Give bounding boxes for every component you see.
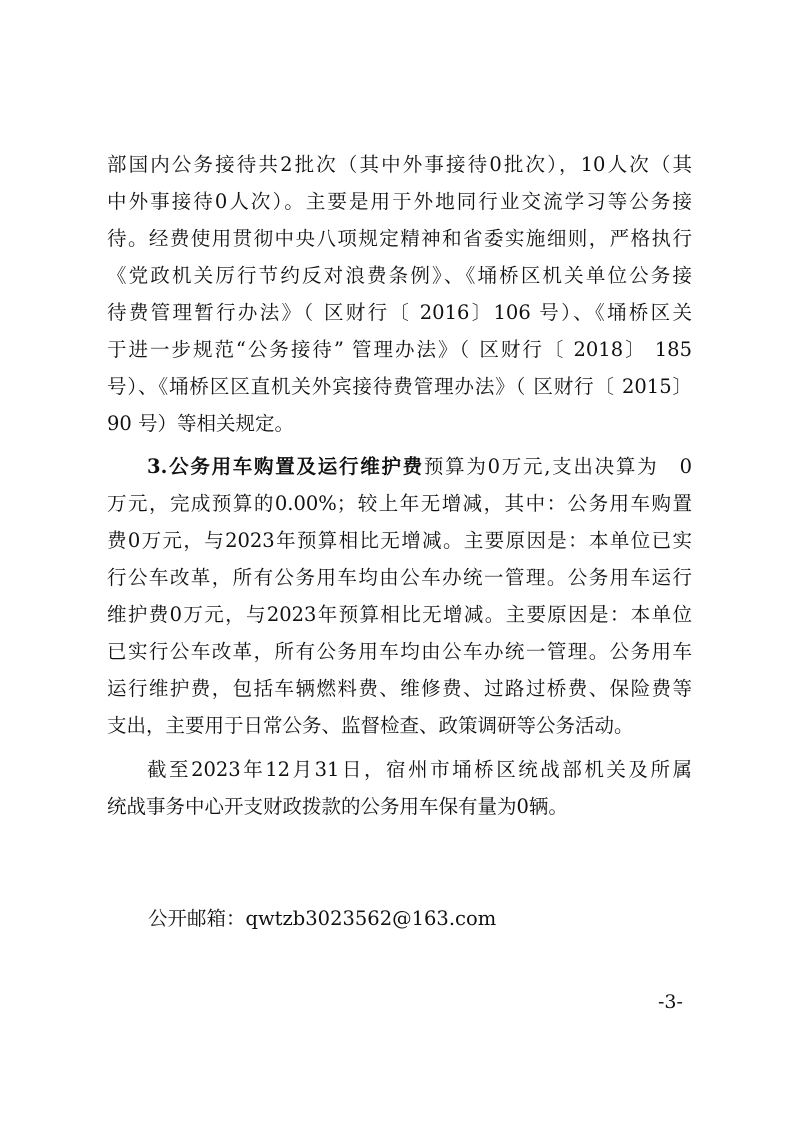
text-line: 待费管理暂行办法》（ 区财行〔 2016〕106 号）、《埇桥区关: [107, 301, 692, 324]
text-line: 维护费0万元，与2023年预算相比无增减。主要原因是：本单位: [107, 603, 692, 626]
text-span: 预算为0万元,支出决算为 0: [423, 455, 692, 478]
text-line: 万元，完成预算的0.00%；较上年无增减，其中：公务用车购置: [107, 492, 692, 515]
text-line: 部国内公务接待共2批次（其中外事接待0批次），10人次（其: [107, 153, 692, 176]
text-line: 支出，主要用于日常公务、监督检查、政策调研等公务活动。: [107, 714, 634, 737]
text-line: 于进一步规范“公务接待” 管理办法》（ 区财行〔 2018〕 185: [107, 338, 692, 361]
text-line: 统战事务中心开支财政拨款的公务用车保有量为0辆。: [107, 795, 568, 818]
text-line: 号）、《埇桥区区直机关外宾接待费管理办法》（ 区财行〔 2015〕: [107, 375, 692, 398]
public-email: 公开邮箱：qwtzb3023562@163.com: [148, 907, 497, 930]
text-line: 截至2023年12月31日，宿州市埇桥区统战部机关及所属: [147, 758, 692, 781]
text-line: 运行维护费，包括车辆燃料费、维修费、过路过桥费、保险费等: [107, 677, 692, 700]
text-line: 行公车改革，所有公务用车均由公车办统一管理。公务用车运行: [107, 566, 692, 589]
text-line: [147, 452, 692, 482]
text-line: 《党政机关厉行节约反对浪费条例》、《埇桥区机关单位公务接: [107, 264, 692, 287]
text-line: 90 号）等相关规定。: [107, 412, 295, 435]
text-line: 中外事接待0人次）。主要是用于外地同行业交流学习等公务接: [107, 190, 692, 213]
text-line: 已实行公车改革，所有公务用车均由公车办统一管理。公务用车: [107, 640, 692, 663]
page-number: -3-: [658, 991, 683, 1013]
text-line: 待。经费使用贯彻中央八项规定精神和省委实施细则，严格执行: [107, 227, 692, 250]
section-heading: 3.公务用车购置及运行维护费: [147, 455, 424, 478]
text-line: 费0万元，与2023年预算相比无增减。主要原因是：本单位已实: [107, 529, 692, 552]
